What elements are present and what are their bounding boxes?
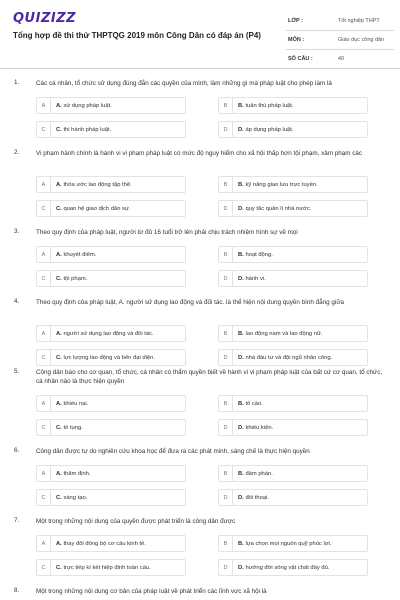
meta-label: MÔN : xyxy=(288,37,305,43)
option-text xyxy=(233,331,322,337)
answer-option-d[interactable] xyxy=(218,121,368,138)
answer-option-c[interactable] xyxy=(36,200,186,217)
question-number: 8. xyxy=(14,587,20,594)
option-body: áp dụng pháp luật. xyxy=(245,126,294,133)
answer-option-a[interactable] xyxy=(36,395,186,412)
option-letter: A xyxy=(37,247,51,262)
answer-option-a[interactable] xyxy=(36,97,186,114)
option-body: tố tụng. xyxy=(63,424,83,431)
option-letter: C xyxy=(37,201,51,216)
option-text xyxy=(233,103,293,109)
option-letter: C xyxy=(37,420,51,435)
option-body: lựa chọn mọi nguồn quỹ phúc lợi. xyxy=(245,540,332,547)
meta-row-count xyxy=(286,50,394,69)
option-letter: A xyxy=(37,466,51,481)
option-text xyxy=(233,127,293,133)
option-key: C. xyxy=(56,424,62,431)
option-key: D. xyxy=(238,494,244,501)
question-text: Một trong những nội dung của quyền được phát triển là công dân được xyxy=(36,518,236,525)
option-text xyxy=(233,495,269,501)
question-number: 5. xyxy=(14,368,20,375)
option-text xyxy=(51,252,96,258)
option-body: đàm phán. xyxy=(245,470,273,477)
option-letter: C xyxy=(37,490,51,505)
meta-label: LỚP : xyxy=(288,18,303,24)
answer-option-b[interactable] xyxy=(218,535,368,552)
answer-option-b[interactable] xyxy=(218,176,368,193)
answer-option-a[interactable] xyxy=(36,246,186,263)
option-key: B. xyxy=(238,181,244,188)
answer-option-b[interactable] xyxy=(218,395,368,412)
option-body: quy tắc quản lí nhà nước. xyxy=(245,205,312,212)
answer-option-c[interactable] xyxy=(36,121,186,138)
option-text xyxy=(233,425,273,431)
question-text: Công dân được tự do nghiên cứu khoa học để đưa ra các phát minh, sáng chế là thực hiện quyền xyxy=(36,448,310,455)
answer-option-c[interactable] xyxy=(36,349,186,366)
option-key: B. xyxy=(238,251,244,258)
option-text xyxy=(51,331,154,337)
option-body: quan hệ giao dịch dân sự. xyxy=(63,205,131,212)
option-body: nhà đầu tư và đội ngũ nhân công. xyxy=(245,354,333,361)
option-body: sáng tạo. xyxy=(63,494,88,501)
meta-value: Tốt nghiệp THPT xyxy=(338,18,380,24)
option-key: B. xyxy=(238,102,244,109)
option-key: D. xyxy=(238,424,244,431)
option-body: khuyết điểm. xyxy=(63,251,97,258)
option-key: B. xyxy=(238,330,244,337)
question-number: 7. xyxy=(14,517,20,524)
option-letter: D xyxy=(219,350,233,365)
option-body: tố cáo. xyxy=(245,400,263,407)
answer-option-a[interactable] xyxy=(36,325,186,342)
option-text xyxy=(51,425,83,431)
option-body: thi hành pháp luật. xyxy=(63,126,112,133)
question-number: 2. xyxy=(14,149,20,156)
option-letter: B xyxy=(219,177,233,192)
answer-option-c[interactable] xyxy=(36,419,186,436)
option-text xyxy=(233,355,332,361)
option-body: khiếu kiện. xyxy=(245,424,274,431)
answer-option-b[interactable] xyxy=(218,97,368,114)
option-letter: A xyxy=(37,177,51,192)
option-letter: C xyxy=(37,560,51,575)
option-text xyxy=(51,541,146,547)
meta-row-subject xyxy=(286,31,394,50)
option-key: D. xyxy=(238,354,244,361)
option-text xyxy=(233,401,263,407)
question-text: Theo quy định của pháp luật, A. người sử dụng lao động và đối tác. là thể hiện nội dung quyền bình đẳng giữa xyxy=(36,299,345,306)
option-key: C. xyxy=(56,126,62,133)
option-key: B. xyxy=(238,540,244,547)
option-key: D. xyxy=(238,275,244,282)
option-body: kỹ năng giao lưu trực tuyến. xyxy=(245,181,318,188)
option-text xyxy=(233,565,329,571)
quizizz-logo: QUIZIZZ xyxy=(13,11,77,26)
option-text xyxy=(233,182,318,188)
answer-option-d[interactable] xyxy=(218,559,368,576)
option-key: C. xyxy=(56,354,62,361)
option-letter: A xyxy=(37,396,51,411)
option-key: C. xyxy=(56,494,62,501)
option-letter: C xyxy=(37,350,51,365)
option-text xyxy=(51,182,132,188)
option-text xyxy=(51,495,87,501)
option-letter: D xyxy=(219,560,233,575)
option-body: lao động nam và lao động nữ. xyxy=(245,330,323,337)
question-number: 1. xyxy=(14,79,20,86)
question-text: Theo quy định của pháp luật, người từ đủ 16 tuổi trở lên phải chịu trách nhiệm hình sự về mọi xyxy=(36,229,298,236)
question-text: Các cá nhân, tổ chức sử dụng đúng đắn các quyền của mình, làm những gì mà pháp luật cho phép làm là xyxy=(36,80,332,87)
meta-table xyxy=(286,12,394,69)
option-letter: D xyxy=(219,271,233,286)
option-body: hoạt động. xyxy=(245,251,273,258)
option-letter: A xyxy=(37,536,51,551)
meta-value: 40 xyxy=(338,56,345,62)
option-body: trực tiếp kí kết hiệp định toàn cầu. xyxy=(63,564,151,571)
option-key: D. xyxy=(238,126,244,133)
meta-row-class xyxy=(286,12,394,31)
option-key: C. xyxy=(56,564,62,571)
option-letter: B xyxy=(219,247,233,262)
option-letter: B xyxy=(219,98,233,113)
option-text xyxy=(233,206,311,212)
option-letter: D xyxy=(219,201,233,216)
option-key: A. xyxy=(56,400,62,407)
answer-option-b[interactable] xyxy=(218,465,368,482)
option-body: lực lượng lao động và bên đại diện. xyxy=(63,354,155,361)
option-body: hành vi. xyxy=(245,275,266,282)
question-number: 3. xyxy=(14,228,20,235)
option-letter: B xyxy=(219,536,233,551)
option-text xyxy=(233,252,273,258)
option-text xyxy=(233,471,273,477)
option-body: đối thoại. xyxy=(245,494,269,501)
option-text xyxy=(51,206,131,212)
option-text xyxy=(51,355,155,361)
question-number: 4. xyxy=(14,298,20,305)
answer-option-d[interactable] xyxy=(218,349,368,366)
answer-option-d[interactable] xyxy=(218,270,368,287)
answer-option-d[interactable] xyxy=(218,419,368,436)
option-key: A. xyxy=(56,540,62,547)
option-letter: D xyxy=(219,490,233,505)
option-body: tội phạm. xyxy=(63,275,88,282)
answer-option-c[interactable] xyxy=(36,559,186,576)
option-letter: A xyxy=(37,326,51,341)
option-key: D. xyxy=(238,564,244,571)
option-text xyxy=(51,103,112,109)
meta-value: Giáo dục công dân xyxy=(338,37,385,43)
option-body: thỏa ước lao động tập thể. xyxy=(63,181,132,188)
option-text xyxy=(51,276,87,282)
header-divider xyxy=(0,68,400,69)
option-key: A. xyxy=(56,330,62,337)
option-text xyxy=(233,541,331,547)
answer-option-d[interactable] xyxy=(218,200,368,217)
question-text: Vi phạm hành chính là hành vi vi phạm pháp luật có mức độ nguy hiểm cho xã hội thấp hơn tội phạm, xâm phạm các xyxy=(36,150,363,157)
option-key: A. xyxy=(56,251,62,258)
option-body: thay đổi đồng bộ cơ cấu kinh tế. xyxy=(63,540,146,547)
worksheet-header xyxy=(0,0,400,70)
answer-option-d[interactable] xyxy=(218,489,368,506)
option-key: C. xyxy=(56,205,62,212)
option-text xyxy=(233,276,266,282)
option-text xyxy=(51,127,111,133)
option-letter: B xyxy=(219,466,233,481)
answer-option-c[interactable] xyxy=(36,489,186,506)
option-key: A. xyxy=(56,102,62,109)
answer-option-b[interactable] xyxy=(218,325,368,342)
answer-option-a[interactable] xyxy=(36,176,186,193)
option-text xyxy=(51,471,91,477)
option-text xyxy=(51,565,151,571)
option-key: B. xyxy=(238,400,244,407)
option-letter: B xyxy=(219,326,233,341)
option-letter: D xyxy=(219,420,233,435)
option-letter: C xyxy=(37,271,51,286)
option-key: A. xyxy=(56,470,62,477)
option-letter: C xyxy=(37,122,51,137)
option-body: khiếu nại. xyxy=(63,400,89,407)
option-body: hưởng đời sống vật chất đầy đủ. xyxy=(245,564,330,571)
option-key: B. xyxy=(238,470,244,477)
question-text: Một trong những nội dung cơ bản của pháp luật về phát triển các lĩnh vực xã hội là xyxy=(36,588,267,595)
option-body: tuân thủ pháp luật. xyxy=(245,102,294,109)
question-text: Công dân báo cho cơ quan, tổ chức, cá nhân có thẩm quyền biết về hành vi vi phạm pháp luật của bất cứ cơ quan, tổ chức, cá nhân nào là thực hiện quyền xyxy=(36,369,383,385)
option-key: D. xyxy=(238,205,244,212)
option-letter: B xyxy=(219,396,233,411)
answer-option-c[interactable] xyxy=(36,270,186,287)
option-text xyxy=(51,401,88,407)
document-title: Tổng hợp đề thi thử THPTQG 2019 môn Công Dân có đáp án (P4) xyxy=(13,31,261,40)
option-body: thẩm định. xyxy=(63,470,91,477)
answer-option-a[interactable] xyxy=(36,535,186,552)
meta-label: SỐ CÂU : xyxy=(288,56,313,62)
option-key: A. xyxy=(56,181,62,188)
answer-option-b[interactable] xyxy=(218,246,368,263)
option-body: người sử dụng lao động và đối tác. xyxy=(63,330,154,337)
question-number: 6. xyxy=(14,447,20,454)
option-body: sử dụng pháp luật. xyxy=(63,102,112,109)
option-key: C. xyxy=(56,275,62,282)
answer-option-a[interactable] xyxy=(36,465,186,482)
option-letter: A xyxy=(37,98,51,113)
option-letter: D xyxy=(219,122,233,137)
